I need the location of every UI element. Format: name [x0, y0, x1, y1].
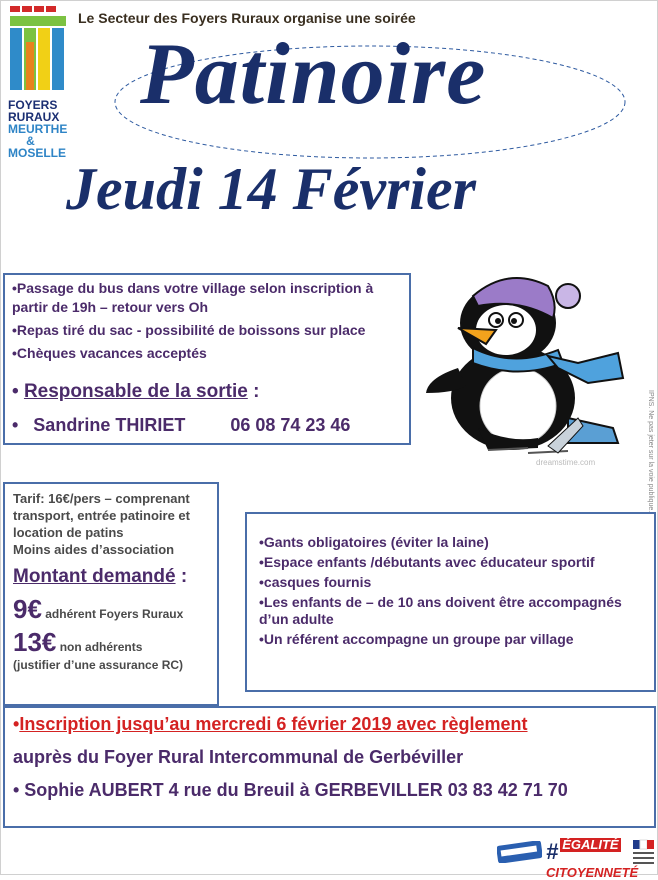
responsable-contact: • Sandrine THIRIET 06 08 74 23 46	[12, 415, 351, 435]
price-row-members	[13, 594, 209, 625]
list-item: •Un référent accompagne un groupe par village	[259, 631, 574, 647]
list-item: •Les enfants de – de 10 ans doivent être accompagnés d’un adulte	[259, 594, 622, 627]
montant-colon: :	[175, 566, 188, 587]
egalite-line2: CITOYENNETÉ	[546, 865, 639, 880]
rules-box	[245, 512, 656, 692]
montant-label: Montant demandé	[13, 566, 176, 587]
price-nonmembers-label: non adhérents	[56, 640, 143, 654]
list-item: •Espace enfants /débutants avec éducateur sportif	[259, 554, 595, 570]
logo-line1: FOYERS	[8, 98, 58, 112]
logo-graphic	[8, 2, 68, 94]
inscription-deadline	[13, 714, 646, 735]
aides-text: Moins aides d’association	[13, 542, 175, 557]
ipns-note: IPNS. Ne pas jeter sur la voie publique.	[647, 390, 654, 513]
list-item: •Gants obligatoires (éviter la laine)	[259, 534, 489, 550]
inscription-bullet: •	[13, 714, 20, 734]
inscription-aupres: auprès du Foyer Rural Intercommunal de Gerbéviller	[13, 747, 464, 767]
inscription-text: Inscription jusqu’au mercredi 6 février 2019 avec règlement	[19, 714, 528, 734]
list-item: •Passage du bus dans votre village selon inscription à partir de 19h – retour vers Oh	[12, 280, 374, 315]
event-date: Jeudi 14 Février	[66, 156, 476, 222]
inscription-box	[3, 706, 656, 828]
logo-line2: RURAUX	[8, 110, 60, 124]
republique-francaise-logo	[630, 838, 656, 868]
montant-heading	[13, 566, 209, 588]
logo-line5: MOSELLE	[8, 146, 67, 160]
price-members-label: adhérent Foyers Ruraux	[41, 607, 184, 621]
logo-line3: MEURTHE	[8, 122, 68, 136]
insurance-note: (justifier d’une assurance RC)	[13, 658, 184, 672]
info-box-transport	[3, 273, 411, 445]
list-item: •Chèques vacances acceptés	[12, 345, 207, 361]
price-members: 9€	[13, 594, 42, 624]
foyers-ruraux-logo	[8, 2, 68, 162]
penguin-illustration	[418, 268, 633, 468]
header-text: Le Secteur des Foyers Ruraux organise une soirée	[78, 10, 416, 26]
partner-badge-logo	[497, 841, 542, 863]
list-item: •casques fournis	[259, 574, 372, 590]
page-title: Patinoire	[140, 26, 487, 123]
tarif-text: Tarif: 16€/pers – comprenant transport, entrée patinoire et location de patins	[13, 491, 190, 540]
list-item: •Repas tiré du sac - possibilité de boissons sur place	[12, 322, 366, 338]
responsable-label: Responsable de la sortie	[23, 381, 248, 402]
inscription-contact: • Sophie AUBERT 4 rue du Breuil à GERBEVILLER 03 83 42 71 70	[13, 780, 568, 800]
svg-text:dreamstime.com: dreamstime.com	[536, 458, 596, 467]
price-nonmembers: 13€	[13, 627, 57, 657]
egalite-hash: #	[546, 839, 559, 864]
price-row-nonmembers	[13, 627, 209, 658]
responsable-bullet: •	[12, 381, 19, 402]
tarif-box	[3, 482, 219, 706]
responsable-heading	[12, 381, 402, 403]
egalite-line1: ÉGALITÉ	[562, 837, 619, 852]
responsable-colon: :	[247, 381, 260, 402]
egalite-citoyennete-logo	[546, 837, 639, 880]
logo-line4: &	[26, 134, 35, 148]
